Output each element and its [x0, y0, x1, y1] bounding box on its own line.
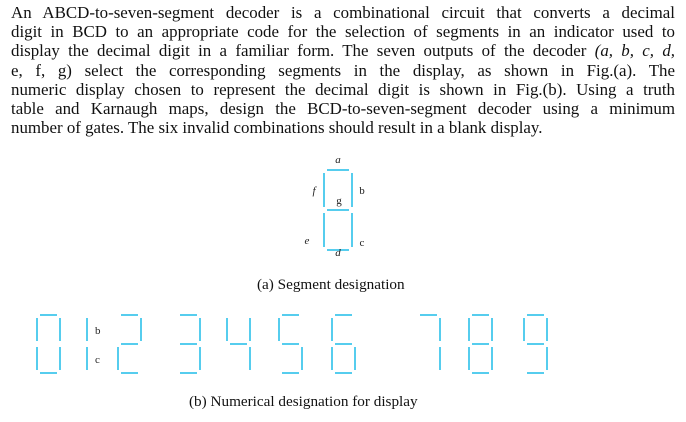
problem-line-7: number of gates. The six invalid combinations should result in a blank display. — [11, 118, 543, 138]
caption-numerical-designation: (b) Numerical designation for display — [189, 393, 418, 410]
problem-line-3-text: display the decimal digit in a familiar form. The seven outputs of the decoder — [11, 41, 595, 61]
problem-line-6: table and Karnaugh maps, design the BCD-to-seven-segment decoder using a minimum — [11, 99, 675, 119]
problem-line-5: numeric display chosen to represent the decimal digit is shown in Fig.(b). Using a truth — [11, 79, 675, 99]
digit-1-label-c: c — [95, 354, 100, 366]
problem-line-1: An ABCD-to-seven-segment decoder is a combinational circuit that converts a decimal — [11, 3, 675, 22]
segment-label-f: f — [312, 185, 316, 197]
digit-1-label-b: b — [95, 325, 101, 337]
problem-line-4: e, f, g) select the corresponding segments in the display, as shown in Fig.(a). The — [11, 60, 675, 80]
segment-designation-figure — [290, 152, 400, 272]
caption-segment-designation: (a) Segment designation — [257, 276, 405, 293]
segment-label-g: g — [336, 195, 342, 207]
segment-label-a: a — [335, 154, 341, 166]
segment-label-b: b — [359, 185, 365, 197]
problem-line-2: digit in BCD to an appropriate code for the selection of segments in an indicator used to — [11, 22, 675, 42]
problem-line-3 — [11, 41, 675, 60]
segment-label-c: c — [359, 237, 365, 249]
segment-label-d: d — [335, 247, 341, 259]
numerical-designation-figure — [0, 296, 686, 386]
segment-label-e: e — [304, 235, 310, 247]
problem-statement — [11, 3, 675, 137]
problem-line-3-italic: (a, b, c, d, — [594, 41, 675, 61]
